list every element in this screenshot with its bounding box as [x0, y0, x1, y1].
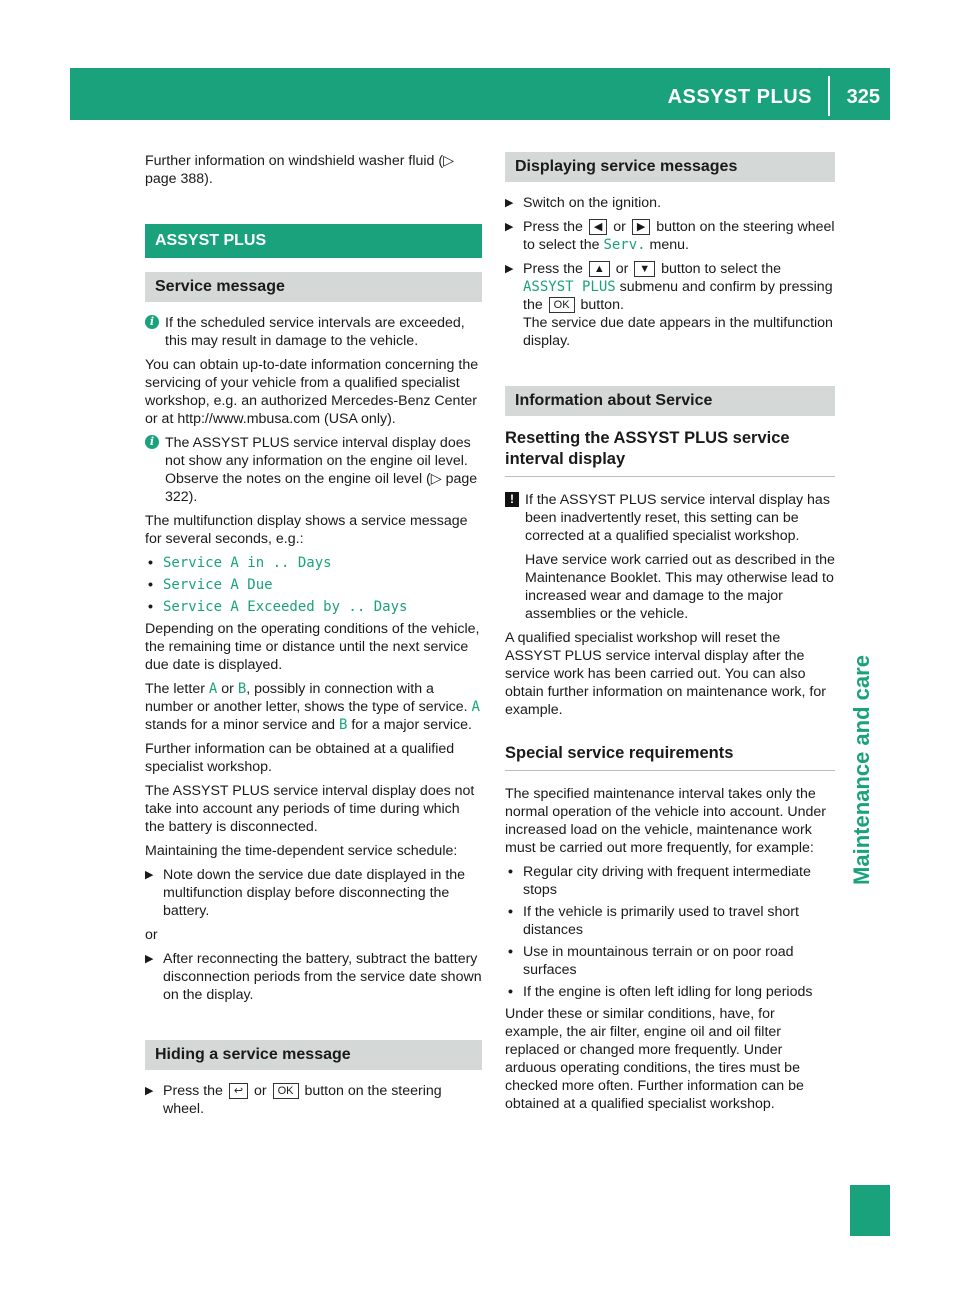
- display-example: • Service A Due: [145, 576, 482, 594]
- up-arrow-key-icon: ▲: [589, 261, 610, 277]
- ok-key-icon: OK: [549, 297, 575, 313]
- paragraph: The multifunction display shows a service message for several seconds, e.g.:: [145, 513, 468, 547]
- instruction-step: ▶ After reconnecting the battery, subtract the battery disconnection periods from the service date shown on the display.: [145, 950, 482, 1004]
- intro-paragraph: Further information on windshield washer fluid (▷ page 388).: [145, 153, 454, 187]
- list-item: • Use in mountainous terrain or on poor road surfaces: [505, 943, 835, 979]
- paragraph: You can obtain up-to-date information concerning the servicing of your vehicle from a qualified specialist workshop, e.g. an authorized Mercedes-Benz Center or at http://www.mbusa.com (USA only).: [145, 357, 479, 427]
- display-example: • Service A Exceeded by .. Days: [145, 598, 482, 616]
- paragraph-letters: The letter A or B, possibly in connection with a number or another letter, shows the type of service. A stands for a minor service and B for a major service.: [145, 681, 480, 733]
- paragraph: Under these or similar conditions, have, for example, the air filter, engine oil and oil filter replaced or changed more frequently. Under arduous operating conditions, the tires must be checked more often. Further information can be obtained at a qualified specialist workshop.: [505, 1006, 804, 1112]
- back-key-icon: ↩: [229, 1083, 248, 1099]
- ok-key-icon: OK: [273, 1083, 299, 1099]
- page-number: 325: [846, 86, 880, 108]
- right-column: [505, 152, 835, 1119]
- subheading-reset-display: Resetting the ASSYST PLUS service interval display: [505, 428, 835, 477]
- info-note: i If the scheduled service intervals are exceeded, this may result in damage to the vehicle.: [145, 314, 482, 350]
- section-title-assyst-plus: ASSYST PLUS: [145, 224, 482, 258]
- chapter-marker-block: [850, 1185, 890, 1236]
- warning-note-continued: Have service work carried out as described in the Maintenance Booklet. This may otherwise lead to increased wear and damage to the major assemblies or the vehicle.: [525, 552, 835, 622]
- info-note: i The ASSYST PLUS service interval display does not show any information on the engine oil level. Observe the notes on the engine oil level (▷ page 322).: [145, 434, 482, 506]
- instruction-step: ▶ Press the ◀ or ▶ button on the steering wheel to select the Serv. menu.: [505, 218, 835, 254]
- right-arrow-key-icon: ▶: [632, 219, 650, 235]
- instruction-step: ▶ Switch on the ignition.: [505, 194, 835, 212]
- or-text: or: [145, 927, 158, 943]
- left-arrow-key-icon: ◀: [589, 219, 607, 235]
- header-title: ASSYST PLUS: [667, 86, 812, 108]
- left-column: [145, 152, 482, 1124]
- paragraph: The specified maintenance interval takes only the normal operation of the vehicle into account. Under increased load on the vehicle, maintenance work must be carried out more frequently, for example:: [505, 786, 826, 856]
- side-chapter-label: [838, 580, 886, 960]
- list-item: • If the vehicle is primarily used to travel short distances: [505, 903, 835, 939]
- list-item: • If the engine is often left idling for long periods: [505, 983, 835, 1001]
- paragraph: Maintaining the time-dependent service schedule:: [145, 843, 458, 859]
- subheading-special-requirements: Special service requirements: [505, 743, 835, 771]
- paragraph: The ASSYST PLUS service interval display does not take into account any periods of time during which the battery is disconnected.: [145, 783, 475, 835]
- info-icon: i: [145, 315, 159, 329]
- info-icon: i: [145, 435, 159, 449]
- instruction-step: ▶ Press the ↩ or OK button on the steering wheel.: [145, 1082, 482, 1118]
- instruction-step: ▶ Note down the service due date displayed in the multifunction display before disconnecting the battery.: [145, 866, 482, 920]
- display-example: • Service A in .. Days: [145, 554, 482, 572]
- warning-icon: !: [505, 492, 519, 507]
- heading-information-about-service: Information about Service: [505, 386, 835, 416]
- heading-service-message: Service message: [145, 272, 482, 302]
- header-divider: [828, 76, 830, 116]
- paragraph: Depending on the operating conditions of the vehicle, the remaining time or distance until the next service due date is displayed.: [145, 621, 480, 673]
- paragraph: A qualified specialist workshop will reset the ASSYST PLUS service interval display after the service work has been carried out. You can also obtain further information on maintenance work, for example.: [505, 630, 826, 718]
- heading-hiding-service-message: Hiding a service message: [145, 1040, 482, 1070]
- page-header: [70, 68, 890, 120]
- instruction-step: ▶ Press the ▲ or ▼ button to select the ASSYST PLUS submenu and confirm by pressing the OK button. The service due date appears in the multifunction display.: [505, 260, 835, 350]
- down-arrow-key-icon: ▼: [634, 261, 655, 277]
- list-item: • Regular city driving with frequent intermediate stops: [505, 863, 835, 899]
- warning-note: ! If the ASSYST PLUS service interval display has been inadvertently reset, this setting can be corrected at a qualified specialist workshop.: [505, 491, 835, 545]
- chapter-label-text: Maintenance and care: [849, 655, 874, 885]
- heading-displaying-service-messages: Displaying service messages: [505, 152, 835, 182]
- paragraph: Further information can be obtained at a qualified specialist workshop.: [145, 741, 455, 775]
